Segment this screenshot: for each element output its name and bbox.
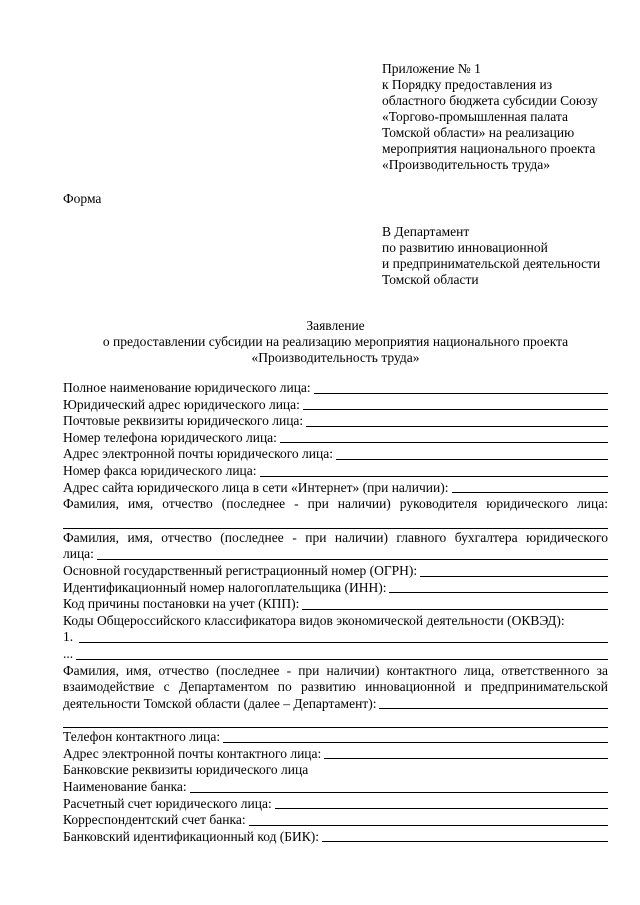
blank-line [63,712,608,728]
blank-line [389,580,608,593]
field-postal [63,413,608,430]
field-label: Корреспондентский счет банка: [63,812,246,828]
field-bank-name [63,779,608,796]
field-contact-person-cont [63,696,608,713]
appendix-line: мероприятия национального проекта [382,141,596,156]
field-label: 1. [63,629,74,645]
blank-line [63,513,608,529]
blank-line [275,796,608,809]
appendix-line: к Порядку предоставления из [382,77,553,92]
field-label: Адрес сайта юридического лица в сети «Интернет» (при наличии): [63,479,449,495]
field-label: Номер телефона юридического лица: [63,429,277,445]
blank-line [379,696,608,709]
form-label: Форма [63,191,102,206]
field-label: ... [63,645,74,661]
field-label: Код причины постановки на учет (КПП): [63,596,300,612]
application-form [63,380,608,845]
blank-line [79,630,608,643]
field-phone [63,430,608,447]
blank-line [322,829,608,842]
title-line: Заявление [306,318,365,333]
field-accountant: Фамилия, имя, отчество (последнее - при наличии) главного бухгалтера юридического [63,529,608,545]
field-ogrn [63,563,608,580]
document-title [63,318,608,366]
blank-line [314,381,608,394]
addressee-line: Томской области [382,272,479,287]
field-account [63,796,608,813]
field-label: Полное наименование юридического лица: [63,380,311,395]
field-label: Идентификационный номер налогоплательщика (ИНН): [63,579,387,595]
field-okved: Коды Общероссийского классификатора видов экономической деятельности (ОКВЭД): [63,612,565,628]
blank-line [420,564,608,577]
appendix-line: «Торгово-промышленная палата [382,109,568,124]
blank-line [280,430,608,443]
appendix-line: Томской области» на реализацию [382,125,575,140]
field-contact-email [63,746,608,763]
blank-line [260,464,608,477]
field-okved-more [63,646,608,663]
appendix-header [382,61,598,173]
blank-line [190,780,608,793]
bank-details-heading: Банковские реквизиты юридического лица [63,762,309,778]
field-corr-account [63,812,608,829]
title-line: «Производительность труда» [251,350,420,365]
blank-line [303,397,608,410]
blank-line [306,414,608,427]
field-label: Адрес электронной почты контактного лица: [63,745,322,761]
field-label: Расчетный счет юридического лица: [63,795,272,811]
field-label: деятельности Томской области (далее – Департамент): [63,695,377,711]
field-label: лица: [63,546,94,562]
field-label: Почтовые реквизиты юридического лица: [63,413,304,429]
appendix-line: областного бюджета субсидии Союзу [382,93,598,108]
blank-line [97,547,608,560]
field-label: Адрес электронной почты юридического лица: [63,446,333,462]
field-contact-phone [63,729,608,746]
field-label: Юридический адрес юридического лица: [63,396,300,412]
field-fax [63,463,608,480]
blank-line [223,730,608,743]
blank-line [302,597,608,610]
field-kpp [63,596,608,613]
field-accountant-cont [63,546,608,563]
appendix-line: Приложение № 1 [382,61,481,76]
field-director: Фамилия, имя, отчество (последнее - при наличии) руководителя юридического лица: [63,496,608,512]
blank-line [452,480,609,493]
field-bik [63,829,608,846]
title-line: о предоставлении субсидии на реализацию мероприятия национального проекта [102,334,569,349]
addressee-block [382,224,600,288]
field-label: Телефон контактного лица: [63,729,221,745]
addressee-line: по развитию инновационной [382,240,548,255]
addressee-line: и предпринимательской деятельности [382,256,601,271]
appendix-line: «Производительность труда» [382,157,550,172]
blank-line [76,647,608,660]
field-label: Основной государственный регистрационный номер (ОГРН): [63,562,418,578]
field-full-name [63,380,608,397]
field-legal-address [63,397,608,414]
field-inn [63,580,608,597]
blank-line [249,813,608,826]
blank-line [336,447,608,460]
field-label: Номер факса юридического лица: [63,462,257,478]
blank-line [324,746,608,759]
field-label: Банковский идентификационный код (БИК): [63,828,320,844]
addressee-line: В Департамент [382,224,470,239]
field-label: Наименование банка: [63,779,187,795]
field-website [63,480,608,497]
field-contact-person: Фамилия, имя, отчество (последнее - при наличии) контактного лица, ответственного за взаимодействие с Департаментом по развитию инновационной и предпринимательской [63,662,608,695]
field-okved-item [63,629,608,646]
field-email [63,446,608,463]
